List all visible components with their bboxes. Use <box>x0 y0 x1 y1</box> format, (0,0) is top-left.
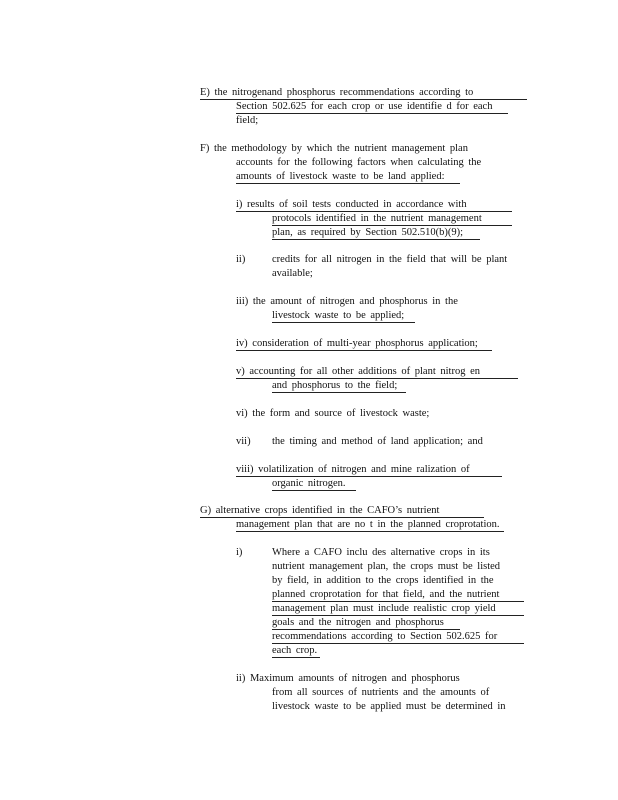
underline <box>272 322 415 323</box>
item-f-i-line-2: protocols identified in the nutrient management <box>272 213 482 224</box>
item-g-i-line-8: each crop. <box>272 645 318 656</box>
underline <box>236 183 460 184</box>
underline <box>200 99 527 100</box>
item-g-i-line-1: Where a CAFO inclu des alternative crops in its <box>272 547 490 558</box>
underline <box>272 629 460 630</box>
item-f-ii-label: ii) <box>236 254 246 265</box>
underline <box>272 601 524 602</box>
item-g-i-line-5: management plan must include realistic crop yield <box>272 603 496 614</box>
underline <box>272 225 512 226</box>
item-g-ii-line-2: from all sources of nutrients and the amounts of <box>272 687 490 698</box>
underline <box>272 615 524 616</box>
item-f-ii-line-1: credits for all nitrogen in the field that will be plant <box>272 254 508 265</box>
item-g-i-line-4: planned croprotation for that field, and the nutrient <box>272 589 500 600</box>
item-g-ii-line-1: ii) Maximum amounts of nitrogen and phosphorus <box>236 673 460 684</box>
item-e-line-2: Section 502.625 for each crop or use identifie d for each <box>236 101 493 112</box>
item-g-i-line-7: recommendations according to Section 502.625 for <box>272 631 498 642</box>
item-g-ii-line-3: livestock waste to be applied must be determined in <box>272 701 506 712</box>
item-f-iv-line-1: iv) consideration of multi-year phosphorus application; <box>236 338 478 349</box>
item-f-iii-line-2: livestock waste to be applied; <box>272 310 405 321</box>
item-g-i-line-6: goals and the nitrogen and phosphorus <box>272 617 444 628</box>
item-e-line-1: E) the nitrogenand phosphorus recommendations according to <box>200 87 474 98</box>
underline <box>236 531 504 532</box>
item-f-v-line-1: v) accounting for all other additions of plant nitrog en <box>236 366 480 377</box>
underline <box>272 239 480 240</box>
item-f-iii-line-1: iii) the amount of nitrogen and phosphorus in the <box>236 296 458 307</box>
underline <box>272 490 356 491</box>
underline <box>236 350 492 351</box>
underline <box>236 113 508 114</box>
underline <box>200 517 484 518</box>
underline <box>236 211 512 212</box>
item-f-vi-line-1: vi) the form and source of livestock waste; <box>236 408 430 419</box>
item-f-line-3: amounts of livestock waste to be land applied: <box>236 171 445 182</box>
underline <box>272 643 524 644</box>
item-f-vii-line-1: the timing and method of land application; and <box>272 436 483 447</box>
item-e-line-3: field; <box>236 115 259 126</box>
item-g-line-2: management plan that are no t in the planned croprotation. <box>236 519 500 530</box>
item-g-i-line-2: nutrient management plan, the crops must be listed <box>272 561 501 572</box>
item-g-i-line-3: by field, in addition to the crops identified in the <box>272 575 494 586</box>
item-f-line-2: accounts for the following factors when calculating the <box>236 157 482 168</box>
item-f-v-line-2: and phosphorus to the field; <box>272 380 398 391</box>
underline <box>272 657 320 658</box>
item-f-i-line-3: plan, as required by Section 502.510(b)(9); <box>272 227 464 238</box>
item-f-viii-line-2: organic nitrogen. <box>272 478 346 489</box>
item-f-vii-label: vii) <box>236 436 251 447</box>
item-g-i-label: i) <box>236 547 243 558</box>
item-g-line-1: G) alternative crops identified in the CAFO’s nutrient <box>200 505 440 516</box>
underline <box>272 392 406 393</box>
item-f-ii-line-2: available; <box>272 268 313 279</box>
underline <box>236 378 518 379</box>
item-f-viii-line-1: viii) volatilization of nitrogen and mine ralization of <box>236 464 470 475</box>
item-f-line-1: F) the methodology by which the nutrient management plan <box>200 143 468 154</box>
item-f-i-line-1: i) results of soil tests conducted in accordance with <box>236 199 467 210</box>
underline <box>236 476 502 477</box>
